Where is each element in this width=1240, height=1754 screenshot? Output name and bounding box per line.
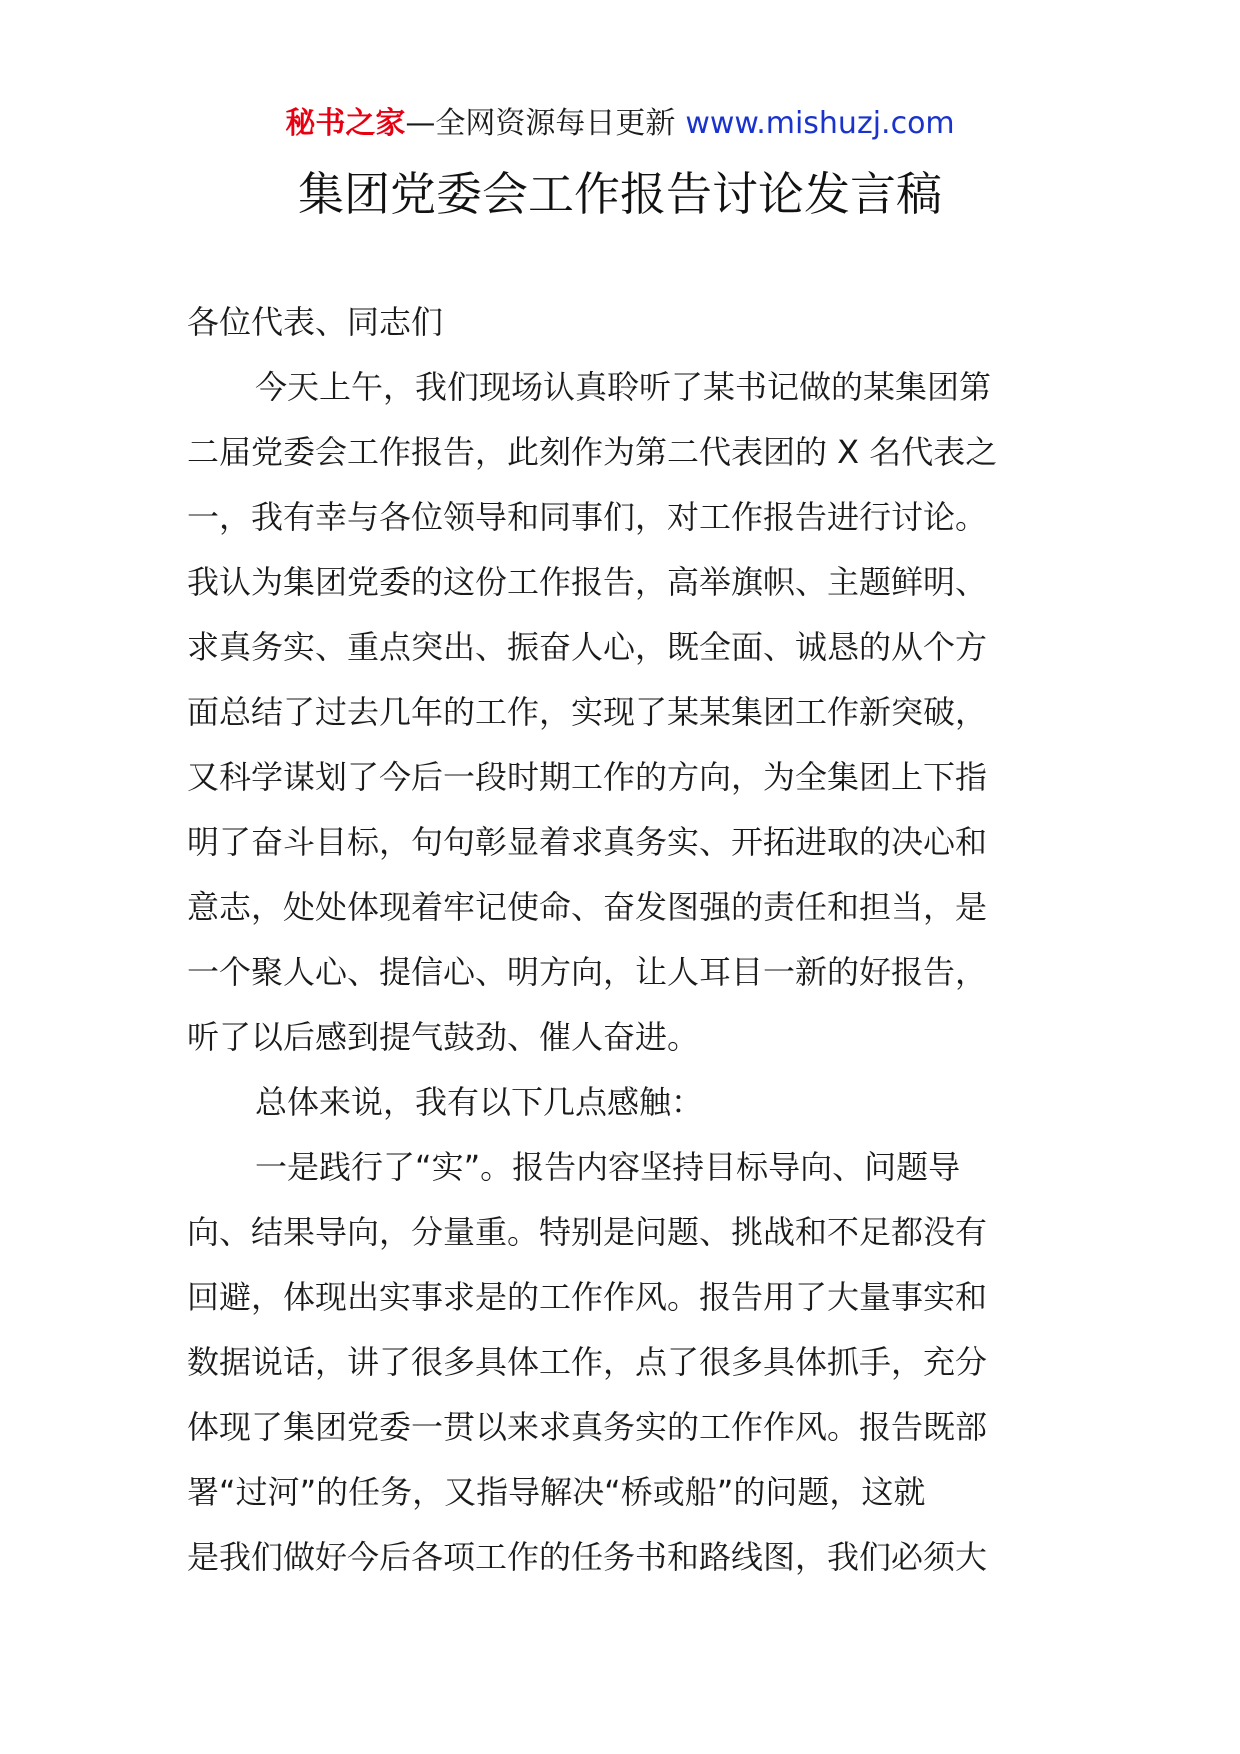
paragraph-line: 二届党委会工作报告，此刻作为第二代表团的 X 名代表之 [187, 433, 998, 471]
paragraph-line: 体现了集团党委一贯以来求真务实的工作作风。报告既部 [187, 1408, 988, 1446]
paragraph-line: 向、结果导向，分量重。特别是问题、挑战和不足都没有 [187, 1213, 988, 1251]
brand-name: 秘书之家 [285, 106, 406, 141]
paragraph-line: 回避，体现出实事求是的工作作风。报告用了大量事实和 [187, 1278, 988, 1316]
salutation-line: 各位代表、同志们 [187, 303, 444, 341]
paragraph-line: 求真务实、重点突出、振奋人心，既全面、诚恳的从个方 [187, 628, 988, 666]
paragraph-line: 意志，处处体现着牢记使命、奋发图强的责任和担当，是 [187, 888, 988, 926]
header-tagline: —全网资源每日更新 [405, 106, 676, 141]
paragraph-line: 明了奋斗目标，句句彰显着求真务实、开拓进取的决心和 [187, 823, 988, 861]
document-body [187, 290, 1057, 1590]
paragraph-line: 又科学谋划了今后一段时期工作的方向，为全集团上下指 [187, 758, 988, 796]
paragraph-line: 面总结了过去几年的工作，实现了某某集团工作新突破， [187, 693, 988, 731]
paragraph-line: 听了以后感到提气鼓劲、催人奋进。 [187, 1018, 700, 1056]
site-url-link[interactable]: www.mishuzj.com [685, 106, 955, 141]
paragraph-line: 数据说话，讲了很多具体工作，点了很多具体抓手，充分 [187, 1343, 988, 1381]
paragraph-line: 一个聚人心、提信心、明方向，让人耳目一新的好报告， [187, 953, 988, 991]
document-title: 集团党委会工作报告讨论发言稿 [298, 167, 942, 221]
paragraph-line: 一是践行了“实”。报告内容坚持目标导向、问题导 [255, 1148, 961, 1186]
paragraph-line: 总体来说，我有以下几点感触： [255, 1083, 704, 1121]
paragraph-line: 我认为集团党委的这份工作报告，高举旗帜、主题鲜明、 [187, 563, 988, 601]
paragraph-line: 一，我有幸与各位领导和同事们，对工作报告进行讨论。 [187, 498, 988, 536]
site-header [0, 104, 1240, 144]
paragraph-line: 今天上午，我们现场认真聆听了某书记做的某集团第 [255, 368, 992, 406]
paragraph-line: 是我们做好今后各项工作的任务书和路线图，我们必须大 [187, 1538, 988, 1576]
paragraph-line: 署“过河”的任务，又指导解决“桥或船”的问题，这就 [187, 1473, 926, 1511]
